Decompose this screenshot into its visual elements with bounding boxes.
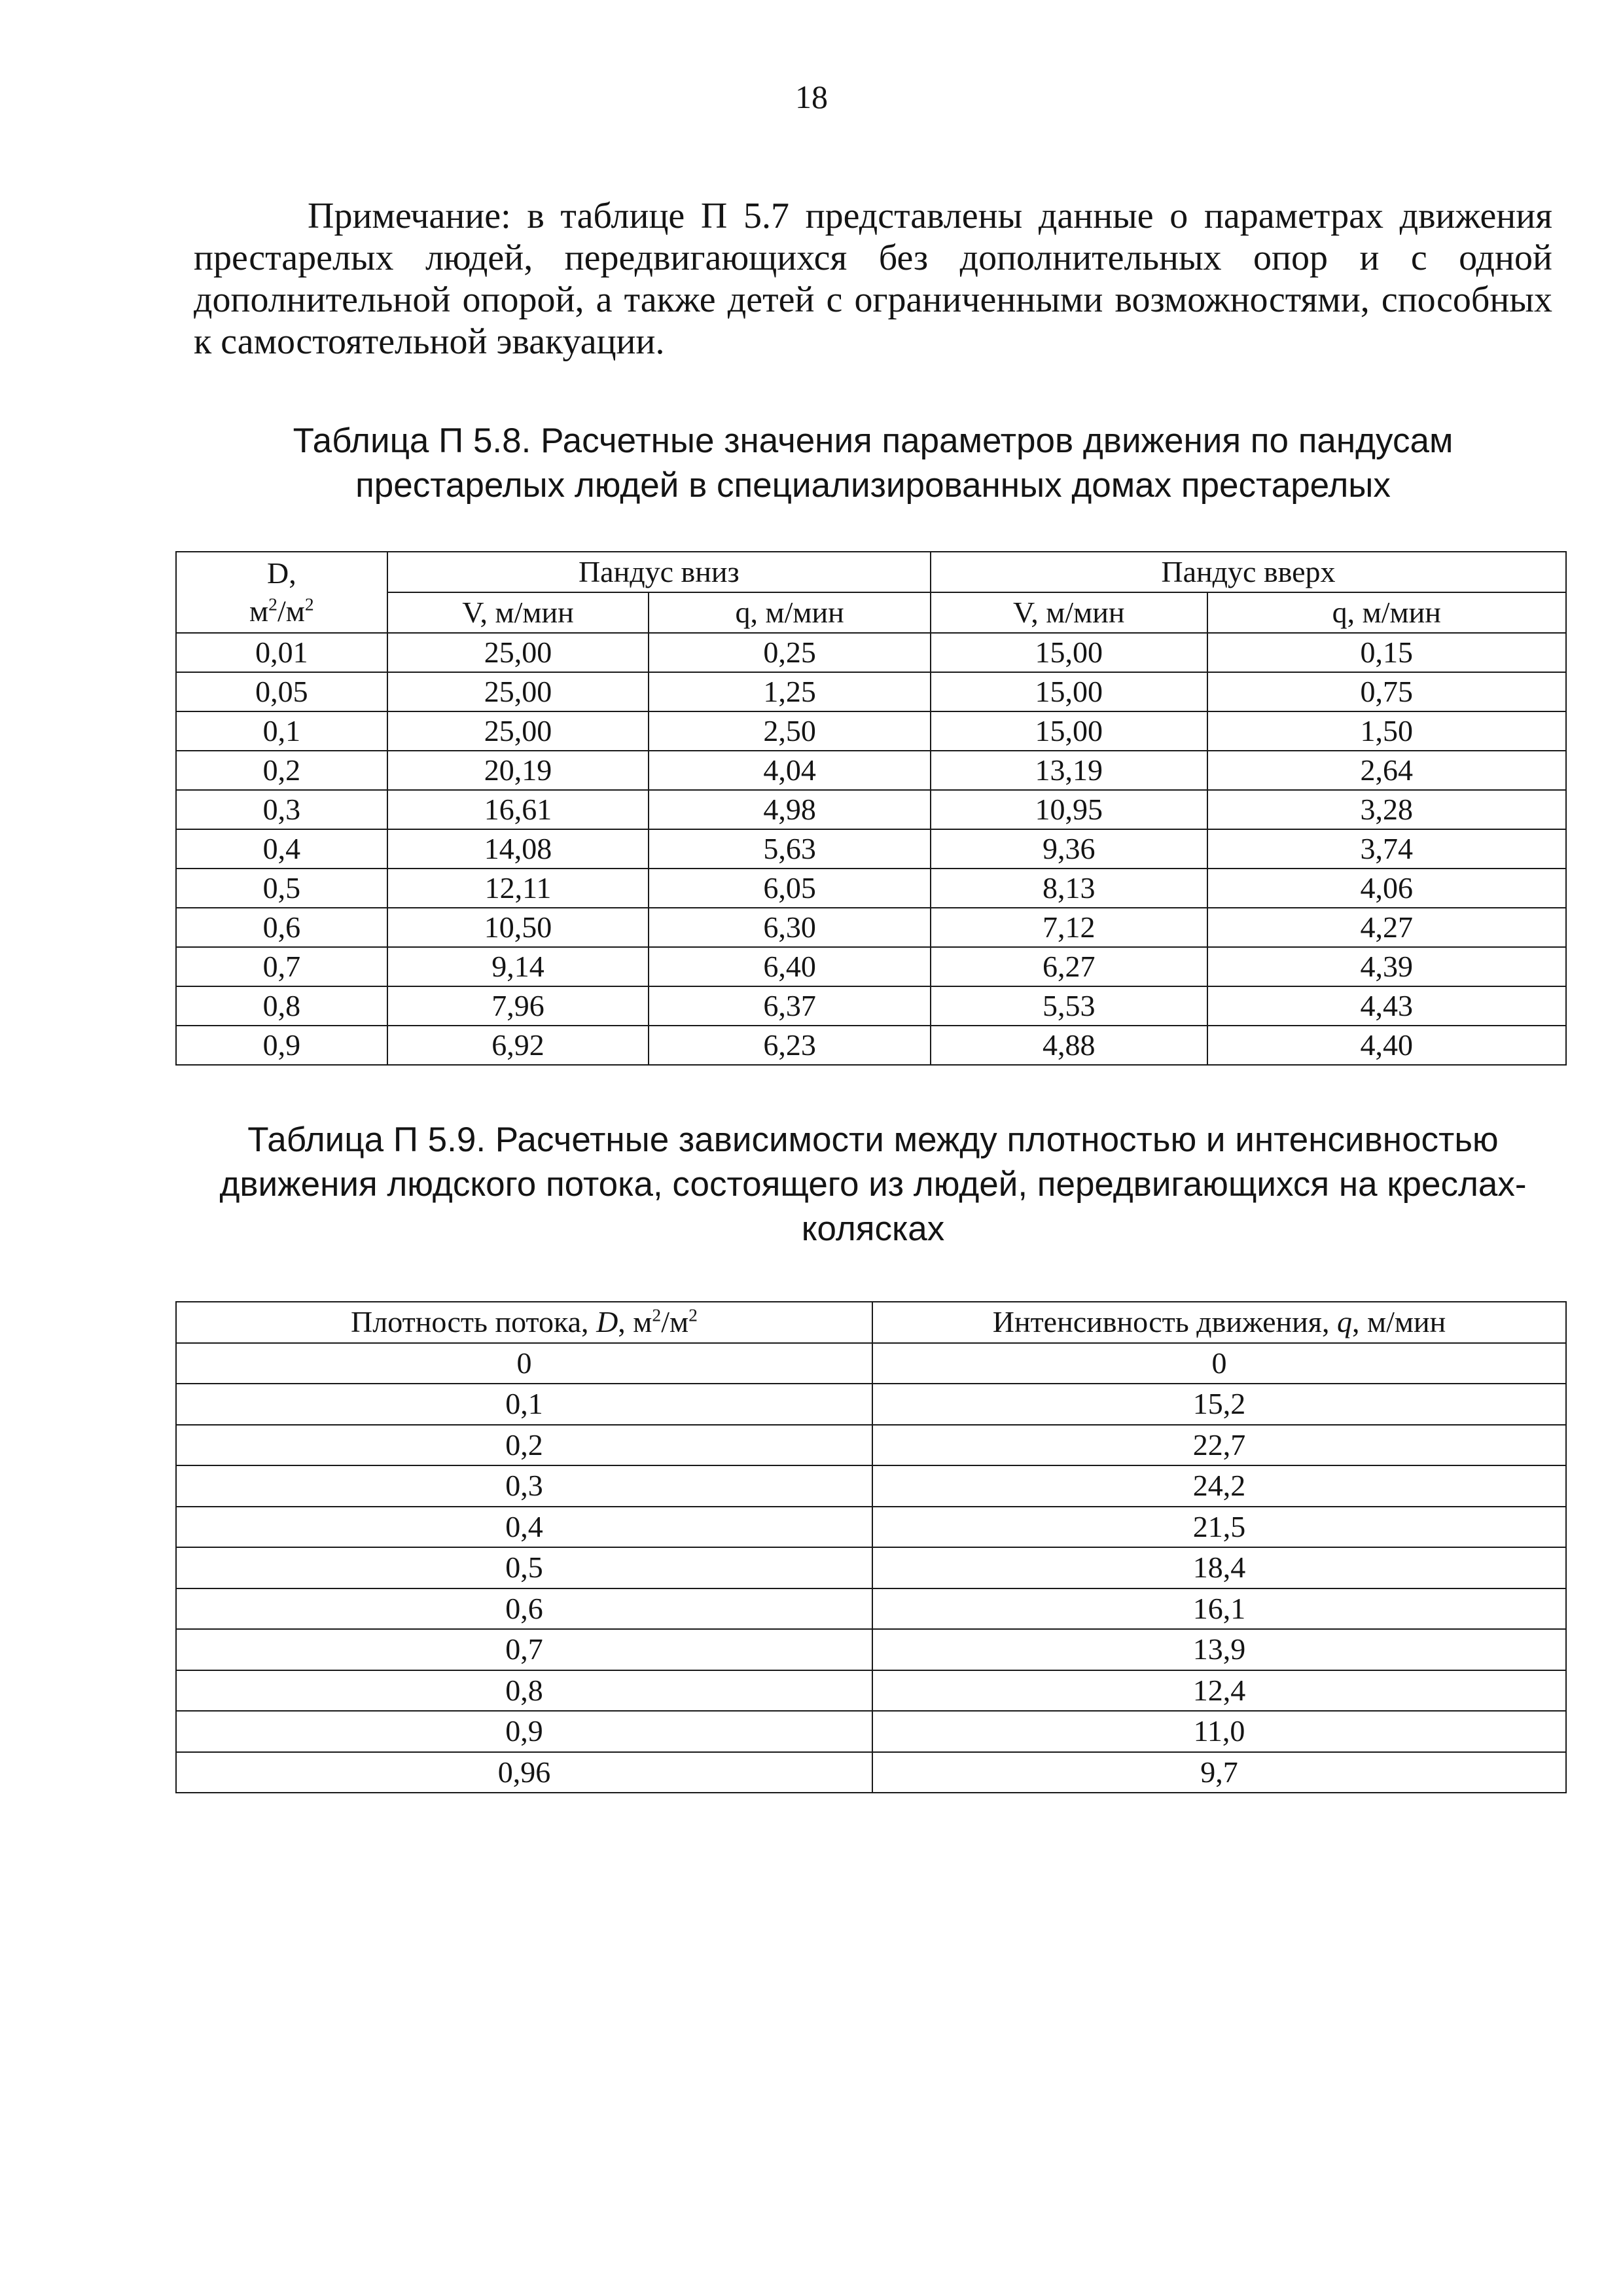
table-cell: 0,8 bbox=[176, 1670, 872, 1712]
table-cell: 0,5 bbox=[176, 1547, 872, 1588]
table-cell: 0,9 bbox=[176, 1711, 872, 1752]
table-row bbox=[176, 1026, 1566, 1065]
table-cell: 4,27 bbox=[1207, 908, 1566, 947]
wheelchair-flow-table bbox=[175, 1301, 1567, 1793]
table-row bbox=[176, 869, 1566, 908]
table-cell: 6,37 bbox=[649, 986, 931, 1026]
table-cell: 2,64 bbox=[1207, 751, 1566, 790]
table-row bbox=[176, 790, 1566, 829]
table-cell: 25,00 bbox=[387, 711, 649, 751]
table-cell: 22,7 bbox=[872, 1425, 1566, 1466]
table-cell: 15,00 bbox=[931, 672, 1207, 711]
table-row bbox=[176, 1384, 1566, 1425]
table-cell: 14,08 bbox=[387, 829, 649, 869]
table-row bbox=[176, 1752, 1566, 1793]
table-cell: 6,30 bbox=[649, 908, 931, 947]
table-cell: 13,9 bbox=[872, 1629, 1566, 1670]
table-cell: 0,6 bbox=[176, 1588, 872, 1630]
table-header-row bbox=[176, 1302, 1566, 1343]
table-cell: 0,2 bbox=[176, 1425, 872, 1466]
table-cell: 0,9 bbox=[176, 1026, 387, 1065]
table-cell: 0,05 bbox=[176, 672, 387, 711]
table-cell: 20,19 bbox=[387, 751, 649, 790]
table-cell: 11,0 bbox=[872, 1711, 1566, 1752]
table-cell: 8,13 bbox=[931, 869, 1207, 908]
table-row bbox=[176, 1711, 1566, 1752]
table-cell: 7,12 bbox=[931, 908, 1207, 947]
table-cell: 0,96 bbox=[176, 1752, 872, 1793]
table-cell: 16,1 bbox=[872, 1588, 1566, 1630]
table-cell: 0 bbox=[176, 1343, 872, 1384]
table-cell: 9,7 bbox=[872, 1752, 1566, 1793]
table-cell: 0,1 bbox=[176, 711, 387, 751]
table-cell: 0,01 bbox=[176, 633, 387, 672]
table-cell: 6,05 bbox=[649, 869, 931, 908]
table-cell: 15,00 bbox=[931, 711, 1207, 751]
table-row bbox=[176, 829, 1566, 869]
table-cell: 0,7 bbox=[176, 1629, 872, 1670]
table-row bbox=[176, 1588, 1566, 1630]
note-paragraph: Примечание: в таблице П 5.7 представлены данные о параметрах движения престарелых людей, передвигающихся без дополнительных опор и с одной дополнительной опорой, а также детей с ограниченными возможностями, способных к самостоятельной эвакуации. bbox=[194, 196, 1552, 362]
table-cell: 12,4 bbox=[872, 1670, 1566, 1712]
table-cell: 4,39 bbox=[1207, 947, 1566, 986]
table-5-8-caption: Таблица П 5.8. Расчетные значения параметров движения по пандусам престарелых людей в специализированных домах престарелых bbox=[293, 422, 1454, 505]
table-cell: 24,2 bbox=[872, 1465, 1566, 1507]
ramp-up-header: Пандус вверх bbox=[931, 552, 1566, 592]
table-row bbox=[176, 947, 1566, 986]
table-cell: 9,14 bbox=[387, 947, 649, 986]
table-cell: 4,88 bbox=[931, 1026, 1207, 1065]
table-row bbox=[176, 1507, 1566, 1548]
table-cell: 0,4 bbox=[176, 1507, 872, 1548]
table-cell: 16,61 bbox=[387, 790, 649, 829]
table-cell: 0,15 bbox=[1207, 633, 1566, 672]
table-cell: 9,36 bbox=[931, 829, 1207, 869]
table-cell: 7,96 bbox=[387, 986, 649, 1026]
table-cell: 21,5 bbox=[872, 1507, 1566, 1548]
table-cell: 6,23 bbox=[649, 1026, 931, 1065]
table-header-row bbox=[176, 552, 1566, 592]
density-header bbox=[176, 552, 387, 633]
table-row bbox=[176, 986, 1566, 1026]
table-cell: 6,27 bbox=[931, 947, 1207, 986]
table-row bbox=[176, 1547, 1566, 1588]
table-cell: 25,00 bbox=[387, 633, 649, 672]
table-row bbox=[176, 1465, 1566, 1507]
table-cell: 3,74 bbox=[1207, 829, 1566, 869]
density-header: Плотность потока, D, $м^2/м^2$ bbox=[176, 1302, 872, 1343]
table-cell: 4,40 bbox=[1207, 1026, 1566, 1065]
table-cell: 0,7 bbox=[176, 947, 387, 986]
table-cell: 12,11 bbox=[387, 869, 649, 908]
table-cell: 18,4 bbox=[872, 1547, 1566, 1588]
table-cell: 0,8 bbox=[176, 986, 387, 1026]
table-cell: 6,92 bbox=[387, 1026, 649, 1065]
table-cell: 0,6 bbox=[176, 908, 387, 947]
table-cell: 0,1 bbox=[176, 1384, 872, 1425]
table-cell: 6,40 bbox=[649, 947, 931, 986]
table-cell: 3,28 bbox=[1207, 790, 1566, 829]
ramp-down-header: Пандус вниз bbox=[387, 552, 931, 592]
table-cell: 0,3 bbox=[176, 790, 387, 829]
table-cell: 13,19 bbox=[931, 751, 1207, 790]
table-cell: 25,00 bbox=[387, 672, 649, 711]
table-cell: 4,06 bbox=[1207, 869, 1566, 908]
table-cell: 15,00 bbox=[931, 633, 1207, 672]
v-down-header: V, м/мин bbox=[387, 592, 649, 633]
table-cell: 4,04 bbox=[649, 751, 931, 790]
table-cell: 10,50 bbox=[387, 908, 649, 947]
table-cell: 10,95 bbox=[931, 790, 1207, 829]
table-cell: 5,53 bbox=[931, 986, 1207, 1026]
table-cell: 0,25 bbox=[649, 633, 931, 672]
v-up-header: V, м/мин bbox=[931, 592, 1207, 633]
table-cell: 0,3 bbox=[176, 1465, 872, 1507]
table-row bbox=[176, 1629, 1566, 1670]
table-cell: 0 bbox=[872, 1343, 1566, 1384]
density-label: D, bbox=[266, 556, 296, 590]
page-number: 18 bbox=[795, 79, 828, 115]
table-row bbox=[176, 908, 1566, 947]
table-row bbox=[176, 1425, 1566, 1466]
q-up-header: q, м/мин bbox=[1207, 592, 1566, 633]
table-row bbox=[176, 711, 1566, 751]
table-cell: 1,25 bbox=[649, 672, 931, 711]
table-cell: 4,98 bbox=[649, 790, 931, 829]
intensity-header: Интенсивность движения, q, м/мин bbox=[872, 1302, 1566, 1343]
q-down-header: q, м/мин bbox=[649, 592, 931, 633]
ramp-parameters-table bbox=[175, 551, 1567, 1066]
table-cell: 1,50 bbox=[1207, 711, 1566, 751]
table-cell: 15,2 bbox=[872, 1384, 1566, 1425]
table-row bbox=[176, 1343, 1566, 1384]
table-row bbox=[176, 751, 1566, 790]
density-unit: $м^2/м^2$ bbox=[249, 594, 314, 628]
table-cell: 0,4 bbox=[176, 829, 387, 869]
table-row bbox=[176, 1670, 1566, 1712]
table-cell: 5,63 bbox=[649, 829, 931, 869]
table-cell: 0,75 bbox=[1207, 672, 1566, 711]
table-5-9-caption: Таблица П 5.9. Расчетные зависимости между плотностью и интенсивностью движения людского потока, состоящего из людей, передвигающихся на креслах-колясках bbox=[219, 1121, 1527, 1248]
table-row bbox=[176, 672, 1566, 711]
table-cell: 0,2 bbox=[176, 751, 387, 790]
table-cell: 4,43 bbox=[1207, 986, 1566, 1026]
table-cell: 0,5 bbox=[176, 869, 387, 908]
table-cell: 2,50 bbox=[649, 711, 931, 751]
table-row bbox=[176, 633, 1566, 672]
